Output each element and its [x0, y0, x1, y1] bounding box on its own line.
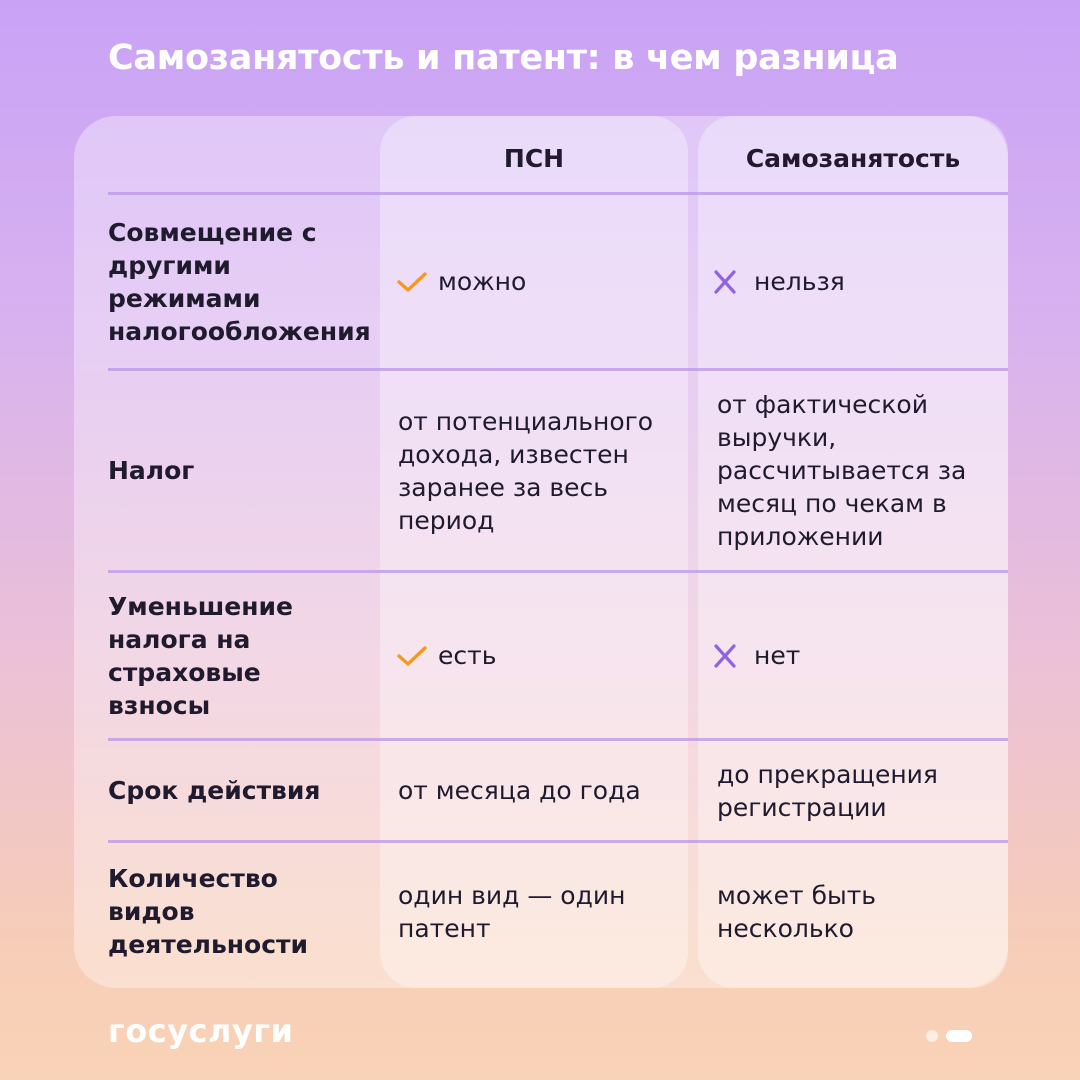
cross-icon — [712, 270, 754, 294]
psn-tax-cell: от потенциального дохода, известен заранее за весь период — [398, 406, 654, 535]
self-employed-tax-reduction-cell: нет — [712, 573, 1000, 738]
check-icon — [396, 270, 438, 294]
psn-combination-cell: можно — [396, 195, 680, 368]
row-label-validity: Срок действия — [108, 776, 321, 805]
psn-activity-count-cell: один вид — один патент — [398, 880, 626, 943]
gosuslugi-logo: госуслуги — [108, 1012, 294, 1050]
column-header-self-employed: Самозанятость — [745, 143, 961, 173]
row-label-activity-count: Количество видов деятельности — [108, 864, 309, 959]
cross-icon — [712, 644, 754, 668]
self-employed-combination-cell: нельзя — [712, 195, 1000, 368]
self-employed-tax-cell: от фактической выручки, рассчитывается за месяц по чекам в приложении — [717, 390, 967, 551]
self-employed-validity-cell: до прекращения регистрации — [717, 759, 938, 822]
pager-dot-inactive[interactable] — [926, 1030, 938, 1042]
row-label-tax-reduction: Уменьшение налога на страховые взносы — [108, 591, 293, 720]
pager-dot-active[interactable] — [946, 1030, 972, 1042]
psn-tax-reduction-cell: есть — [396, 573, 680, 738]
page-title: Самозанятость и патент: в чем разница — [108, 38, 899, 78]
row-label-combination: Совмещение с другими режимами налогообложения — [108, 217, 371, 346]
row-label-tax: Налог — [108, 456, 195, 485]
psn-validity-cell: от месяца до года — [398, 776, 641, 805]
self-employed-activity-count-cell: может быть несколько — [717, 880, 877, 943]
check-icon — [396, 644, 438, 668]
column-header-psn: ПСН — [503, 143, 565, 173]
